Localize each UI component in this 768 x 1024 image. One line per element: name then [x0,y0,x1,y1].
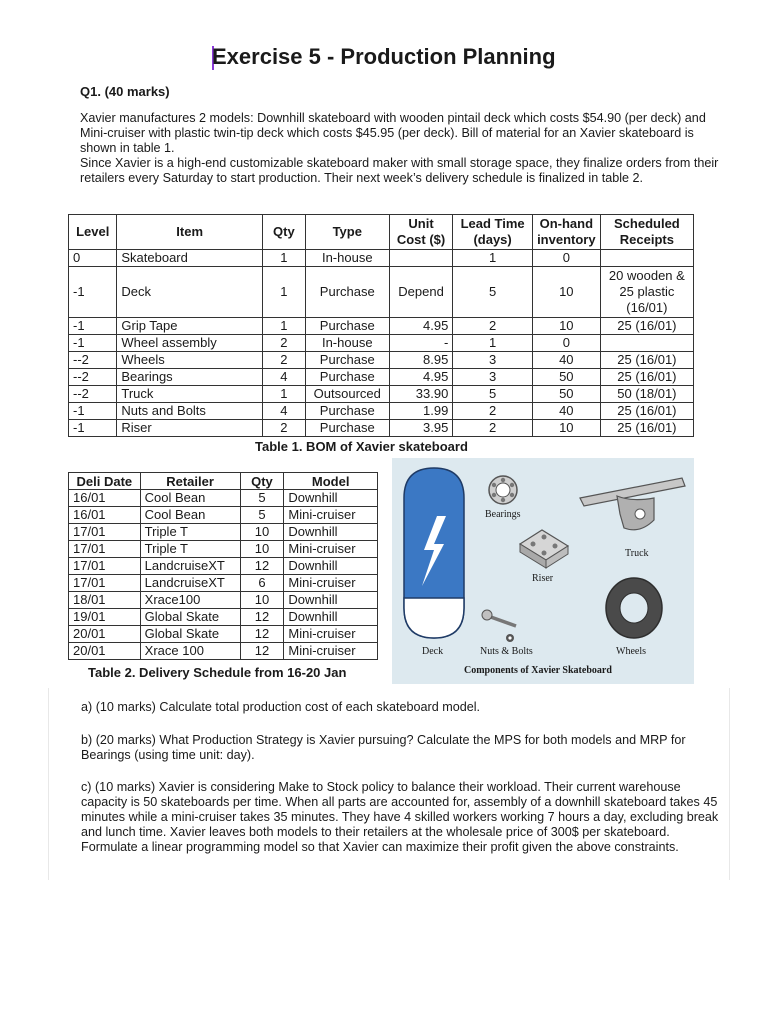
bom-cell: 1 [262,250,305,267]
delivery-cell: 6 [240,575,284,592]
bom-cell: Riser [117,420,263,437]
bom-cell: 25 (16/01) [600,420,693,437]
table-row [69,335,694,352]
bom-cell: --2 [69,386,117,403]
bom-cell: 2 [453,420,533,437]
delivery-cell: Downhill [284,592,378,609]
page-title: Exercise 5 - Production Planning [212,44,556,69]
delivery-cell: 10 [240,524,284,541]
bom-cell: 20 wooden & 25 plastic (16/01) [600,267,693,318]
delivery-cell: 17/01 [69,524,141,541]
bom-cell: 10 [532,267,600,318]
wheels-label: Wheels [616,646,646,657]
table-row [69,609,378,626]
bom-header-cell: Item [117,215,263,250]
bom-cell: -1 [69,420,117,437]
bom-header-cell: Lead Time (days) [453,215,533,250]
bom-cell: Wheels [117,352,263,369]
bom-cell: Truck [117,386,263,403]
delivery-header-cell: Qty [240,473,284,490]
delivery-cell: Global Skate [140,626,240,643]
table-row [69,541,378,558]
delivery-cell: Xrace 100 [140,643,240,660]
table1-caption: Table 1. BOM of Xavier skateboard [255,439,468,454]
bom-cell: 2 [262,335,305,352]
bom-cell: 3.95 [389,420,453,437]
riser-label: Riser [532,573,554,584]
bom-cell: 1 [453,335,533,352]
table-row [69,490,378,507]
bom-cell: -1 [69,267,117,318]
bom-cell: 25 (16/01) [600,369,693,386]
delivery-cell: Mini-cruiser [284,507,378,524]
bom-cell: 1 [262,267,305,318]
nuts-bolts-label: Nuts & Bolts [480,646,533,657]
delivery-cell: Downhill [284,524,378,541]
table-row [69,507,378,524]
bom-cell: -1 [69,318,117,335]
bom-cell: Deck [117,267,263,318]
bom-header-cell: Scheduled Receipts [600,215,693,250]
nuts-bolts-illustration [482,610,516,642]
delivery-cell: 10 [240,541,284,558]
delivery-cell: 17/01 [69,575,141,592]
intro-paragraph-1: Xavier manufactures 2 models: Downhill skateboard with wooden pintail deck which costs $54.90 (per deck) and Mini-cruiser with plastic twin-tip deck which costs $45.95 (per deck). Bill of material for an Xavier skateboard is shown in table 1. [80,111,706,155]
delivery-cell: Xrace100 [140,592,240,609]
question-a: a) (10 marks) Calculate total production cost of each skateboard model. [81,700,481,714]
wheel-illustration [606,578,662,638]
bom-cell: 4.95 [389,369,453,386]
delivery-cell: 12 [240,609,284,626]
delivery-cell: 12 [240,558,284,575]
bom-cell: 2 [453,318,533,335]
table-row [69,267,694,318]
delivery-header-row [69,473,378,490]
bom-cell [389,250,453,267]
question-heading: Q1. (40 marks) [80,84,170,99]
bom-cell: 0 [69,250,117,267]
table-row [69,352,694,369]
delivery-cell: Mini-cruiser [284,575,378,592]
table-row [69,403,694,420]
delivery-cell: Cool Bean [140,490,240,507]
bom-cell: Depend [389,267,453,318]
bom-cell: Bearings [117,369,263,386]
bom-cell: 3 [453,369,533,386]
bom-header-cell: Qty [262,215,305,250]
bom-cell: 3 [453,352,533,369]
bom-cell: 2 [262,420,305,437]
bom-cell: Purchase [305,403,389,420]
delivery-cell: Mini-cruiser [284,541,378,558]
delivery-cell: 5 [240,490,284,507]
question-c: c) (10 marks) Xavier is considering Make to Stock policy to balance their workload. Their current warehouse capacity is 50 skateboards per time. When all parts are accounted for, assembly of a downhill skateboard takes 45 minutes while a mini-cruiser takes 35 minutes. They have 4 skilled workers working 7 hours a day, excluding break and lunch time. Xavier leaves both models to their retailers at the wholesale price of 300$ per skateboard. Formulate a linear programming model so that Xavier can maximize their profit given the above constraints. [81,780,719,854]
table-row [69,592,378,609]
bom-header-cell: Level [69,215,117,250]
bom-cell: 8.95 [389,352,453,369]
bom-cell: 25 (16/01) [600,352,693,369]
bom-cell: 10 [532,420,600,437]
delivery-cell: 19/01 [69,609,141,626]
bom-header-cell: Type [305,215,389,250]
bom-cell: Purchase [305,352,389,369]
table-row [69,626,378,643]
questions-section [48,688,730,880]
delivery-cell: Triple T [140,541,240,558]
table-row [69,558,378,575]
bom-cell: Purchase [305,318,389,335]
bom-cell: Purchase [305,369,389,386]
bom-cell: 0 [532,250,600,267]
bom-cell [600,250,693,267]
delivery-cell: 17/01 [69,541,141,558]
truck-label: Truck [625,548,649,559]
bom-cell: In-house [305,335,389,352]
delivery-cell: LandcruiseXT [140,575,240,592]
bom-cell: 25 (16/01) [600,318,693,335]
delivery-cell: 5 [240,507,284,524]
table-row [69,643,378,660]
table-row [69,524,378,541]
bom-cell: 5 [453,267,533,318]
intro-text [80,111,720,186]
bom-cell: - [389,335,453,352]
bom-cell: 33.90 [389,386,453,403]
bom-cell: Skateboard [117,250,263,267]
bom-cell: --2 [69,352,117,369]
bom-cell: 40 [532,403,600,420]
deck-label: Deck [422,646,444,657]
delivery-cell: Global Skate [140,609,240,626]
components-figure [392,458,694,684]
riser-illustration [520,530,568,568]
bom-cell: 10 [532,318,600,335]
bom-cell: 2 [453,403,533,420]
delivery-cell: 18/01 [69,592,141,609]
bom-header-row [69,215,694,250]
delivery-cell: Mini-cruiser [284,626,378,643]
bom-cell: 50 [532,386,600,403]
bom-cell: Outsourced [305,386,389,403]
delivery-cell: Triple T [140,524,240,541]
components-illustration [392,458,694,684]
truck-illustration [580,478,685,530]
question-b: b) (20 marks) What Production Strategy is Xavier pursuing? Calculate the MPS for both models and MRP for Bearings (using time unit: day). [81,733,686,762]
bom-cell: Grip Tape [117,318,263,335]
table-row [69,369,694,386]
intro-paragraph-2: Since Xavier is a high-end customizable skateboard maker with small storage space, they finalize orders from their retailers every Saturday to start production. Their next week’s delivery schedule is finalized in table 2. [80,156,719,185]
delivery-cell: 10 [240,592,284,609]
bom-cell: 1.99 [389,403,453,420]
bom-cell: 5 [453,386,533,403]
bom-cell: 25 (16/01) [600,403,693,420]
bom-header-cell: On-hand inventory [532,215,600,250]
bom-cell: Purchase [305,267,389,318]
delivery-header-cell: Deli Date [69,473,141,490]
bom-cell: -1 [69,403,117,420]
bom-cell: --2 [69,369,117,386]
delivery-cell: 20/01 [69,626,141,643]
bom-cell: 50 (18/01) [600,386,693,403]
table-row [69,420,694,437]
delivery-cell: 17/01 [69,558,141,575]
table-row [69,386,694,403]
delivery-cell: Mini-cruiser [284,643,378,660]
bom-cell: In-house [305,250,389,267]
delivery-cell: LandcruiseXT [140,558,240,575]
bom-cell: Nuts and Bolts [117,403,263,420]
delivery-cell: 16/01 [69,507,141,524]
delivery-cell: 16/01 [69,490,141,507]
delivery-cell: Cool Bean [140,507,240,524]
delivery-cell: 12 [240,626,284,643]
bom-cell: -1 [69,335,117,352]
delivery-header-cell: Model [284,473,378,490]
table2-caption: Table 2. Delivery Schedule from 16-20 Jan [88,665,347,680]
delivery-header-cell: Retailer [140,473,240,490]
bom-cell: 1 [262,318,305,335]
bearings-label: Bearings [485,509,521,520]
deck-illustration [404,468,464,638]
bom-cell: 1 [262,386,305,403]
table-row [69,250,694,267]
bom-cell [600,335,693,352]
figure-caption: Components of Xavier Skateboard [464,665,612,676]
bom-cell: 4 [262,369,305,386]
delivery-cell: 20/01 [69,643,141,660]
bom-cell: 2 [262,352,305,369]
delivery-cell: Downhill [284,490,378,507]
bom-cell: 4.95 [389,318,453,335]
bom-cell: Wheel assembly [117,335,263,352]
delivery-cell: Downhill [284,609,378,626]
table-row [69,318,694,335]
bom-cell: 40 [532,352,600,369]
bom-cell: 1 [453,250,533,267]
bom-cell: Purchase [305,420,389,437]
table-row [69,575,378,592]
delivery-cell: Downhill [284,558,378,575]
bearing-illustration [489,476,517,504]
delivery-cell: 12 [240,643,284,660]
bom-cell: 4 [262,403,305,420]
bom-cell: 0 [532,335,600,352]
bom-header-cell: Unit Cost ($) [389,215,453,250]
delivery-table [68,472,378,660]
bom-table [68,214,694,437]
bom-cell: 50 [532,369,600,386]
